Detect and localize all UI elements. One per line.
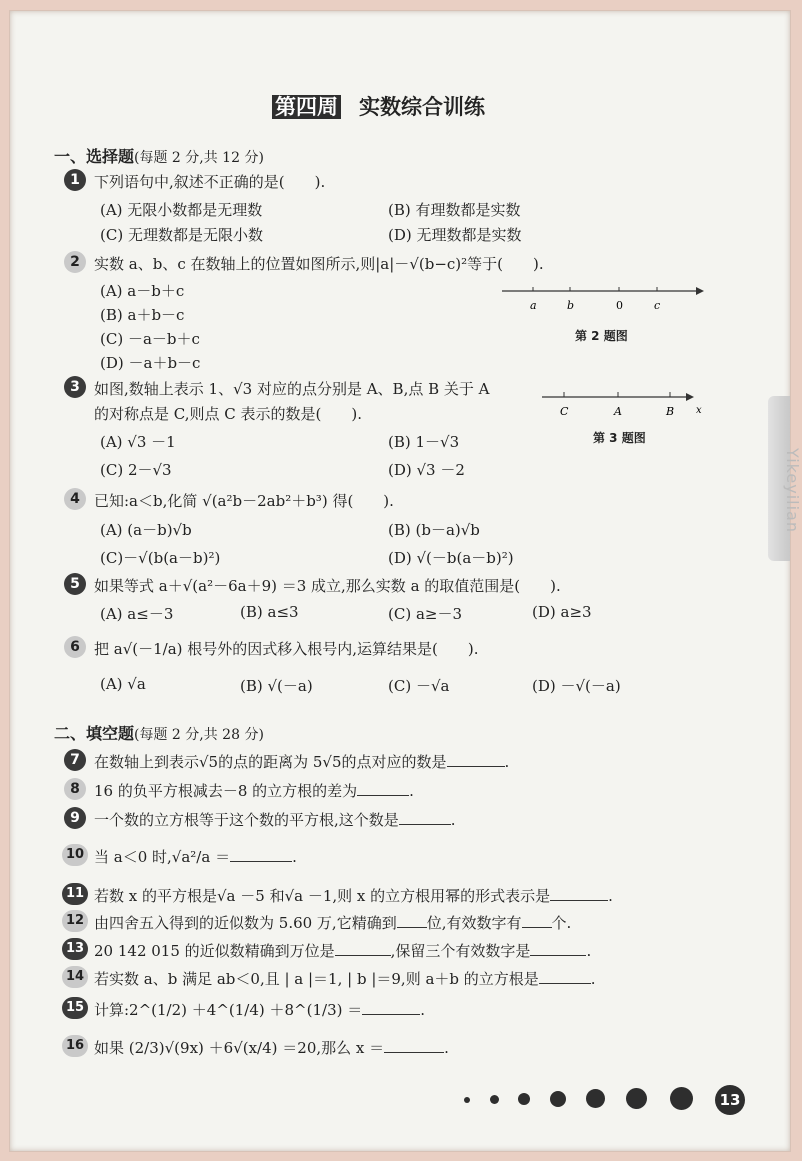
footer-dot-5	[586, 1089, 605, 1108]
q6-option-d: (D) －√(－a)	[532, 677, 621, 695]
q3-axis-label-b: B	[666, 405, 675, 418]
q2-option-c: (C) －a－b＋c	[100, 330, 200, 348]
section-fill-header	[54, 721, 264, 744]
q2-option-d: (D) －a＋b－c	[100, 354, 201, 372]
q12-tail: 个.	[551, 914, 572, 932]
q3-axis-label-c: C	[560, 405, 569, 418]
question-number-15: 15	[62, 997, 88, 1019]
q15-text: 计算:2^(1/2) ＋4^(1/4) ＋8^(1/3) ＝	[94, 1001, 363, 1019]
q2-figure-caption: 第 2 题图	[575, 329, 628, 343]
q8-tail: .	[409, 782, 414, 800]
question-number-12: 12	[62, 910, 88, 932]
q11-stem	[94, 885, 613, 906]
q16-text: 如果 (2/3)√(9x) ＋6√(x/4) ＝20,那么 x ＝	[94, 1039, 385, 1057]
q4-option-d: (D) √(－b(a－b)²)	[388, 549, 514, 567]
q3-figure-caption: 第 3 题图	[593, 431, 646, 445]
question-number-13: 13	[62, 938, 88, 960]
q10-tail: .	[292, 848, 297, 866]
question-number-16: 16	[62, 1035, 88, 1057]
q4-stem: 已知:a＜b,化简 √(a²b－2ab²＋b³) 得( ).	[94, 492, 394, 510]
q13-stem	[94, 940, 591, 961]
section-fill-title: 二、填空题	[54, 724, 135, 743]
q2-stem-part2: 等于( ).	[467, 255, 544, 273]
q3-axis-label-a: A	[614, 405, 622, 418]
q10-stem	[94, 846, 297, 867]
q9-answer-blank[interactable]	[399, 810, 451, 825]
q12-answer-blank-1[interactable]	[397, 913, 427, 928]
q3-stem-line2: 的对称点是 C,则点 C 表示的数是( ).	[94, 405, 362, 423]
q6-option-b: (B) √(－a)	[240, 677, 313, 695]
footer-dot-7	[670, 1087, 693, 1110]
q11-tail: .	[608, 887, 613, 905]
q3-option-c: (C) 2－√3	[100, 461, 172, 479]
q3-stem-line1: 如图,数轴上表示 1、√3 对应的点分别是 A、B,点 B 关于 A	[94, 380, 490, 398]
q2-axis-label-b: b	[567, 299, 575, 312]
footer-dot-4	[550, 1091, 566, 1107]
week-label: 第四周	[272, 95, 341, 119]
section-choice-note: (每题 2 分,共 12 分)	[134, 150, 264, 166]
q2-stem	[94, 253, 544, 274]
q5-stem: 如果等式 a＋√(a²－6a＋9) ＝3 成立,那么实数 a 的取值范围是( ).	[94, 577, 561, 595]
q5-option-d: (D) a≥3	[532, 603, 592, 621]
q14-answer-blank[interactable]	[539, 969, 591, 984]
q3-option-b: (B) 1－√3	[388, 433, 460, 451]
q16-stem	[94, 1037, 449, 1058]
q16-tail: .	[444, 1039, 449, 1057]
section-choice-title: 一、选择题	[54, 147, 135, 166]
q6-stem: 把 a√(－1/a) 根号外的因式移入根号内,运算结果是( ).	[94, 640, 479, 658]
q7-stem	[94, 751, 509, 772]
q12-text: 由四舍五入得到的近似数为 5.60 万,它精确到	[94, 914, 397, 932]
q13-answer-blank-1[interactable]	[335, 941, 391, 956]
q15-tail: .	[420, 1001, 426, 1019]
q2-axis-label-a: a	[530, 299, 537, 312]
q7-text: 在数轴上到表示√5的点的距离为 5√5的点对应的数是	[94, 753, 447, 771]
q4-option-a: (A) (a－b)√b	[100, 521, 192, 539]
q3-axis-label-x: x	[696, 405, 702, 416]
page	[9, 10, 802, 1152]
q5-option-a: (A) a≤－3	[100, 605, 174, 623]
question-number-4: 4	[64, 488, 86, 510]
q1-option-a: (A) 无限小数都是无理数	[100, 201, 263, 219]
section-choice-header	[54, 144, 264, 167]
q3-option-a: (A) √3 －1	[100, 433, 176, 451]
q13-answer-blank-2[interactable]	[530, 941, 586, 956]
q2-axis-label-0: 0	[616, 299, 623, 312]
question-number-3: 3	[64, 376, 86, 398]
q13-text: 20 142 015 的近似数精确到万位是	[94, 942, 335, 960]
q9-tail: .	[450, 811, 456, 829]
q6-option-c: (C) －√a	[388, 677, 450, 695]
q7-tail: .	[504, 753, 510, 771]
q1-option-b: (B) 有理数都是实数	[388, 201, 521, 219]
question-number-9: 9	[64, 807, 86, 829]
q5-option-c: (C) a≥－3	[388, 605, 463, 623]
q16-answer-blank[interactable]	[384, 1038, 444, 1053]
q15-stem	[94, 999, 425, 1020]
question-number-2: 2	[64, 251, 86, 273]
q1-option-d: (D) 无理数都是实数	[388, 226, 522, 244]
q7-answer-blank[interactable]	[447, 752, 505, 767]
q11-text: 若数 x 的平方根是√a －5 和√a －1,则 x 的立方根用幂的形式表示是	[94, 887, 551, 905]
section-fill-note: (每题 2 分,共 28 分)	[134, 727, 264, 743]
q5-option-b: (B) a≤3	[240, 603, 299, 621]
question-number-10: 10	[62, 844, 88, 866]
q10-text: 当 a＜0 时,√a²/a ＝	[94, 848, 231, 866]
q3-option-d: (D) √3 －2	[388, 461, 465, 479]
footer-dot-3	[518, 1093, 530, 1105]
question-number-1: 1	[64, 169, 86, 191]
q4-option-b: (B) (b－a)√b	[388, 521, 480, 539]
question-number-14: 14	[62, 966, 88, 988]
footer-dot-1	[464, 1097, 470, 1103]
q1-stem: 下列语句中,叙述不正确的是( ).	[94, 173, 326, 191]
q2-stem-radical: √(b−c)²	[409, 255, 468, 273]
q13-mid: ,保留三个有效数字是	[390, 942, 531, 960]
q8-text: 16 的负平方根减去－8 的立方根的差为	[94, 782, 358, 800]
q14-stem	[94, 968, 596, 989]
q8-answer-blank[interactable]	[357, 781, 409, 796]
q2-axis-label-c: c	[654, 299, 661, 312]
page-number: 13	[715, 1085, 745, 1115]
question-number-8: 8	[64, 778, 86, 800]
q8-stem	[94, 780, 414, 801]
q10-answer-blank[interactable]	[230, 847, 292, 862]
q13-tail: .	[586, 942, 592, 960]
q9-stem	[94, 809, 456, 830]
q12-stem	[94, 912, 571, 933]
q14-tail: .	[590, 970, 596, 988]
q2-option-b: (B) a＋b－c	[100, 306, 185, 324]
q2-number-line	[500, 281, 710, 321]
side-watermark: Yikeyilian	[782, 448, 802, 533]
q6-option-a: (A) √a	[100, 675, 146, 693]
title-text: 实数综合训练	[359, 95, 485, 119]
q3-number-line	[540, 389, 710, 425]
question-number-6: 6	[64, 636, 86, 658]
question-number-5: 5	[64, 573, 86, 595]
question-number-11: 11	[62, 883, 88, 905]
q12-answer-blank-2[interactable]	[522, 913, 552, 928]
q1-option-c: (C) 无理数都是无限小数	[100, 226, 263, 244]
q12-mid: 位,有效数字有	[426, 914, 522, 932]
question-number-7: 7	[64, 749, 86, 771]
q2-option-a: (A) a－b＋c	[100, 282, 185, 300]
footer-dot-2	[490, 1095, 499, 1104]
footer-dot-6	[626, 1088, 647, 1109]
q15-answer-blank[interactable]	[362, 1000, 420, 1015]
q2-stem-part1: 实数 a、b、c 在数轴上的位置如图所示,则|a|－	[94, 255, 410, 273]
q9-text: 一个数的立方根等于这个数的平方根,这个数是	[94, 811, 399, 829]
page-title	[272, 91, 485, 121]
q4-option-c: (C)－√(b(a－b)²)	[100, 549, 221, 567]
q14-text: 若实数 a、b 满足 ab＜0,且 | a |＝1, | b |＝9,则 a＋b 的立方根是	[94, 970, 539, 988]
q11-answer-blank[interactable]	[550, 886, 608, 901]
